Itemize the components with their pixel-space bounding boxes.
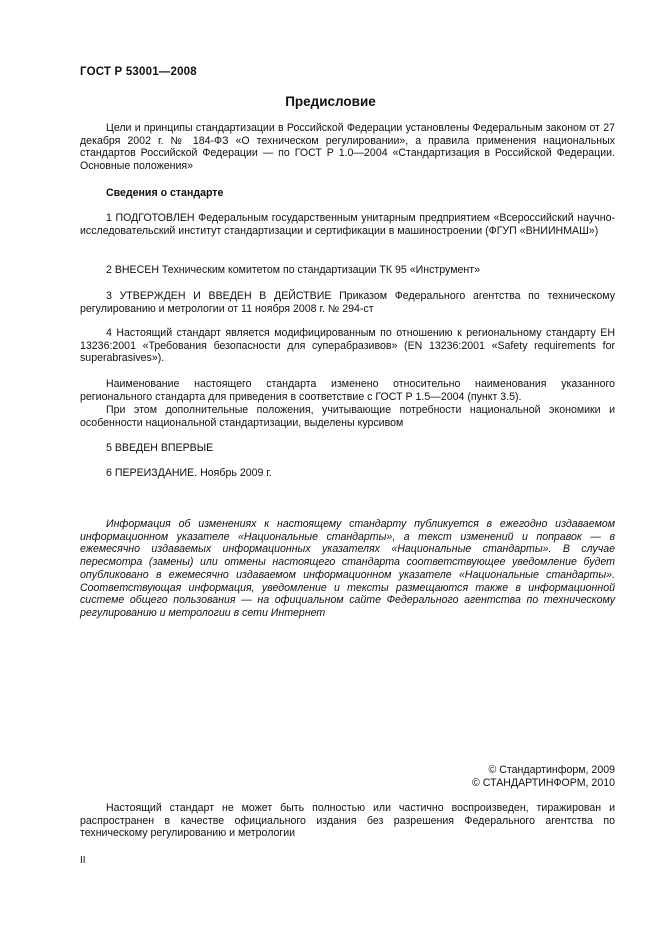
additional-provisions-paragraph: При этом дополнительные положения, учитывающие потребности национальной экономики и особенности национальной стандартизации, выделены курсивом xyxy=(80,404,615,429)
standard-code: ГОСТ Р 53001—2008 xyxy=(80,66,197,78)
item-1: 1 ПОДГОТОВЛЕН Федеральным государственным унитарным предприятием «Всероссийский научно-исследовательский институт стандартизации и сертификации в машиностроении (ФГУП «ВНИИНМАШ») xyxy=(80,212,615,237)
item-2: 2 ВНЕСЕН Техническим комитетом по стандартизации ТК 95 «Инструмент» xyxy=(106,264,480,276)
item-4: 4 Настоящий стандарт является модифицированным по отношению к региональному стандарту ЕН 13236:2001 «Требования безопасности для суперабразивов» (EN 13236:2001 «Safety requirements for superabrasives»). xyxy=(80,327,615,365)
item-3: 3 УТВЕРЖДЕН И ВВЕДЕН В ДЕЙСТВИЕ Приказом Федерального агентства по техническому регулированию и метрологии от 11 ноября 2008 г. № 294-ст xyxy=(80,290,615,315)
info-heading: Сведения о стандарте xyxy=(106,187,224,199)
name-change-paragraph: Наименование настоящего стандарта изменено относительно наименования указанного регионального стандарта для приведения в соответствие с ГОСТ Р 1.5—2004 (пункт 3.5). xyxy=(80,378,615,403)
page-title: Предисловие xyxy=(285,94,376,109)
reproduction-notice: Настоящий стандарт не может быть полностью или частично воспроизведен, тиражирован и распространен в качестве официального издания без разрешения Федерального агентства по техническому регулированию и метрологии xyxy=(80,802,615,840)
intro-paragraph: Цели и принципы стандартизации в Российской Федерации установлены Федеральным законом от 27 декабря 2002 г. № 184-ФЗ «О техническом регулировании», а правила применения национальных стандартов Российской Федерации — по ГОСТ Р 1.0—2004 «Стандартизация в Российской Федерации. Основные положения» xyxy=(80,122,615,173)
copyright-2010: © СТАНДАРТИНФОРМ, 2010 xyxy=(472,777,615,789)
item-5: 5 ВВЕДЕН ВПЕРВЫЕ xyxy=(106,442,214,454)
copyright-2009: © Стандартинформ, 2009 xyxy=(488,764,615,776)
item-6: 6 ПЕРЕИЗДАНИЕ. Ноябрь 2009 г. xyxy=(106,467,272,479)
changes-notice: Информация об изменениях к настоящему стандарту публикуется в ежегодно издаваемом информационном указателе «Национальные стандарты», а текст изменений и поправок — в ежемесячно издаваемых информационных указателях «Национальные стандарты». В случае пересмотра (замены) или отмены настоящего стандарта соответствующее уведомление будет опубликовано в ежемесячно издаваемом информационном указателе «Национальные стандарты». Соответствующая информация, уведомление и тексты размещаются также в информационной системе общего пользования — на официальном сайте Федерального агентства по техническому регулированию и метрологии в сети Интернет xyxy=(80,518,615,619)
page-number: II xyxy=(80,855,86,866)
